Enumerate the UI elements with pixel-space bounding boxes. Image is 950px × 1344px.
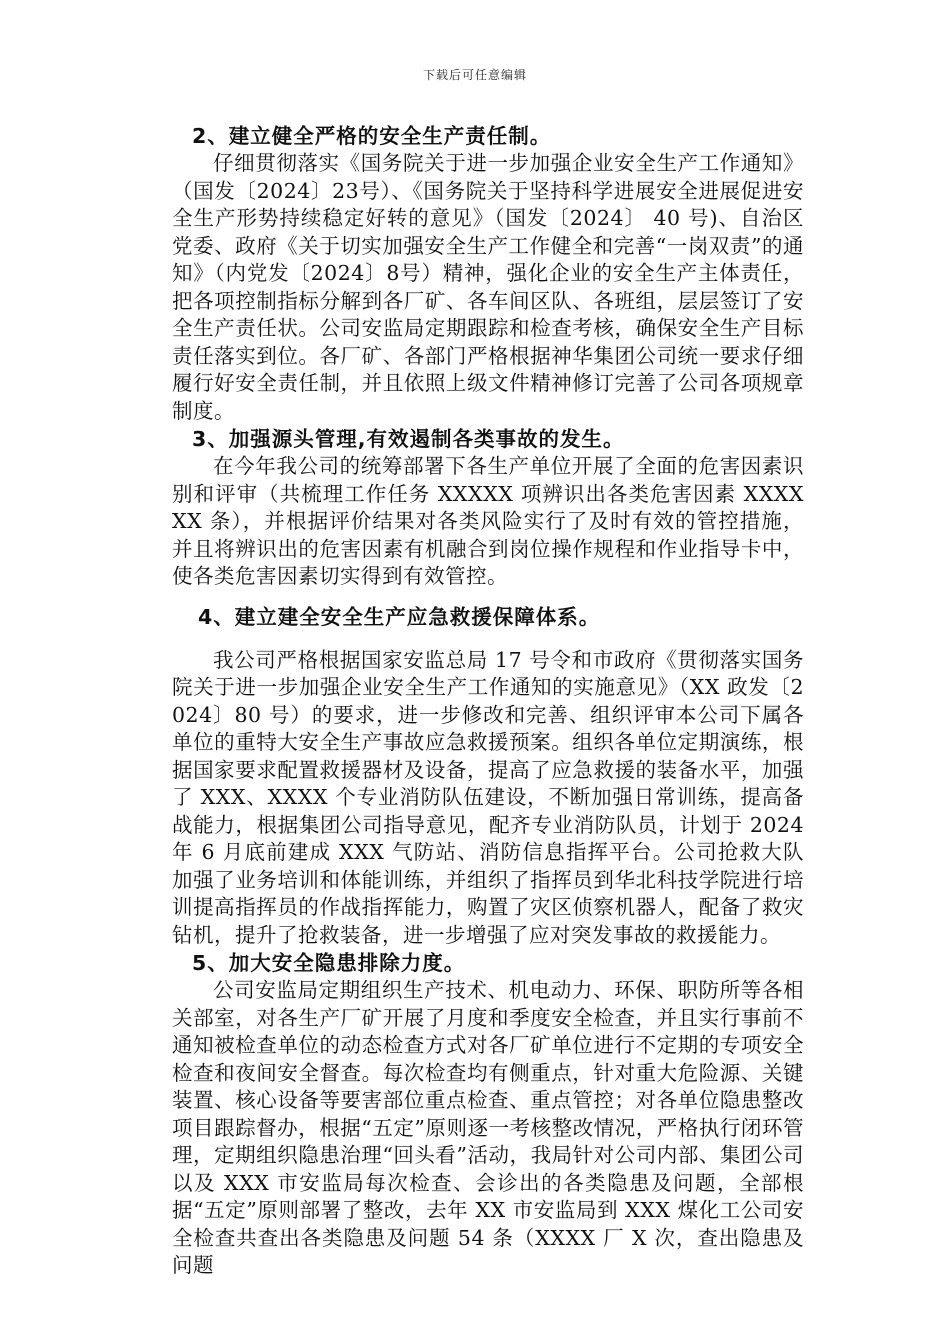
section-5-body: 公司安监局定期组织生产技术、机电动力、环保、职防所等各相关部室，对各生产厂矿开展了月度和季度安全检查，并且实行事前不通知被检查单位的动态检查方式对各厂矿单位进行不定期的专项安全检查和夜间安全督查。每次检查均有侧重点，针对重大危险源、关键装置、核心设备等要害部位重点检查、重点管控；对各单位隐患整改项目跟踪督办，根据“五定”原则逐一考核整改情况，严格执行闭环管理，定期组织隐患治理“回头看”活动，我局针对公司内部、集团公司以及 XXX 市安监局每次检查、会诊出的各类隐患及问题，全部根据“五定”原则部署了整改，去年 XX 市安监局到 XXX 煤化工公司安全检查共查出各类隐患及问题 54 条（XXXX 厂 X 次，查出隐患及问题	[172, 978, 804, 1277]
section-3-body: 在今年我公司的统筹部署下各生产单位开展了全面的危害因素识别和评审（共梳理工作任务 XXXXX 项辨识出各类危害因素 XXXXXX 条），并根据评价结果对各类风险实行了及时有效的管控措施，并且将辨识出的危害因素有机融合到岗位操作规程和作业指导卡中，使各类危害因素切实得到有效管控。	[172, 454, 804, 588]
section-5-heading: 5、加大安全隐患排除力度。	[192, 951, 466, 975]
document-body	[172, 122, 804, 1280]
header-note: 下载后可任意编辑	[422, 68, 527, 82]
section-2-body: 仔细贯彻落实《国务院关于进一步加强企业安全生产工作通知》（国发〔2024〕23号）、《国务院关于坚持科学进展安全进展促进安全生产形势持续稳定好转的意见》（国发〔2024〕 40 号)、自治区党委、政府《关于切实加强安全生产工作健全和完善“一岗双责”的通知》（内党发〔2024〕8号）精神，强化企业的安全生产主体责任，把各项控制指标分解到各厂矿、各车间区队、各班组，层层签订了安全生产责任状。公司安监局定期跟踪和检查考核，确保安全生产目标责任落实到位。各厂矿、各部门严格根据神华集团公司统一要求仔细履行好安全责任制，并且依照上级文件精神修订完善了公司各项规章制度。	[172, 151, 804, 423]
section-3-heading: 3、加强源头管理,有效遏制各类事故的发生。	[192, 427, 625, 451]
section-4-heading: 4、建立建全安全生产应急救援保障体系。	[198, 604, 601, 629]
section-4-body: 我公司严格根据国家安监总局 17 号令和市政府《贯彻落实国务院关于进一步加强企业安全生产工作通知的实施意见》（XX 政发〔2024〕80 号）的要求，进一步修改和完善、组织评审本公司下属各单位的重特大安全生产事故应急救援预案。组织各单位定期演练，根据国家要求配置救援器材及设备，提高了应急救援的装备水平，加强了 XXX、XXXX 个专业消防队伍建设，不断加强日常训练，提高备战能力，根据集团公司指导意见，配齐专业消防队员，计划于 2024 年 6 月底前建成 XXX 气防站、消防信息指挥平台。公司抢救大队加强了业务培训和体能训练，并组织了指挥员到华北科技学院进行培训提高指挥员的作战指挥能力，购置了灾区侦察机器人，配备了救灾钻机，提升了抢救装备，进一步增强了应对突发事故的救援能力。	[172, 647, 804, 947]
section-2-heading: 2、建立健全严格的安全生产责任制。	[192, 124, 552, 148]
